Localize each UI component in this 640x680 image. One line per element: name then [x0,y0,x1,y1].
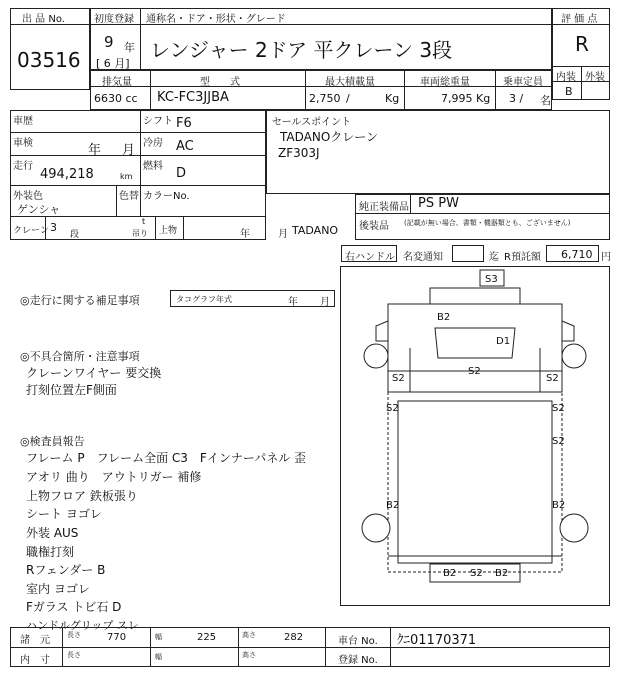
upper-maker: TADANO [292,224,339,237]
color-change-label: 色替 [119,191,139,202]
load-value: 2,750 [309,92,341,105]
crane-ton-unit: t [142,217,146,226]
in-length-label: 長さ [67,651,81,659]
inspection-label: 車検 [13,138,33,149]
inspector-line: 室内 ヨゴレ [26,582,90,596]
name-label: 通称名・ドア・形状・グレード [146,14,286,25]
divider [305,70,306,110]
load-kg: Kg [385,92,400,105]
in-height-label: 高さ [242,651,256,659]
ac-value: AC [176,139,194,154]
inspector-line: 外装 AUS [26,526,79,540]
damage-mark: B2 [386,500,400,511]
crane-stage-unit: 段 [70,230,80,240]
divider [62,627,63,667]
divider [10,132,266,133]
gross-value: 7,995 Kg [441,92,491,105]
in-width-label: 幅 [155,653,162,661]
damage-mark: S2 [546,373,559,384]
divider [140,110,141,216]
defects-heading: ◎不具合箇所・注意事項 [20,350,140,363]
divider [410,194,411,213]
color-value: ゲンシャ [17,203,61,216]
wheel-front-right [562,344,586,368]
inspector-line: フレーム P フレーム全面 C3 Fインナーパネル 歪 [26,451,307,465]
ac-label: 冷房 [143,138,163,149]
crane-label: クレーン [13,226,49,236]
vehicle-diagram [340,266,610,606]
divider [495,70,496,110]
deposit-label: R預託額 [504,252,541,263]
shift-value: F6 [176,116,192,131]
divider [155,216,156,240]
divider [116,185,117,216]
defect-line: クレーンワイヤー 要交換 [26,366,162,380]
exterior-grade-label: 外装 [585,72,605,83]
damage-mark: B2 [552,500,566,511]
type-value: KC-FC3JJBA [157,90,229,105]
color-label: 外装色 [13,191,43,202]
inspection-year: 年 [88,143,102,158]
aftermarket-label: 後装品 [359,221,389,232]
width-label: 幅 [155,633,162,641]
model-name: レンジャー 2ドア 平クレーン 3段 [150,38,453,62]
capacity-label: 乗車定員 [503,77,543,88]
inspector-line: Rフェンダー B [26,563,106,577]
mirror-left [376,321,388,341]
steering-value: 右ハンドル [345,252,395,263]
equipment-label: 純正装備品 [359,202,409,213]
crane-hang-unit: 吊り [132,229,148,238]
reg-month: [ 6 月] [96,57,130,70]
cab-roof [430,288,520,304]
sales-point-2: ZF303J [278,146,320,160]
inspection-month: 月 [122,143,136,158]
mileage-label: 走行 [13,161,33,172]
inspector-line: 職権打刻 [26,545,75,559]
tachograph-label: タコグラフ年式 [176,295,232,304]
name-change-label: 名変通知 [403,252,443,263]
damage-mark: S2 [392,373,405,384]
driving-heading: ◎走行に関する補足事項 [20,294,140,307]
damage-mark: S2 [386,403,399,414]
wheel-rear-right [560,514,588,542]
inspector-line: アオリ 曲り アウトリガー 補修 [26,470,202,484]
sales-point-label: セールスポイント [272,117,352,128]
wheel-rear-left [362,514,390,542]
displacement-label: 排気量 [102,77,132,88]
reg-year-unit: 年 [124,41,135,54]
displacement-value: 6630 cc [94,92,138,105]
name-change-box [452,245,484,262]
color-no-label: カラーNo. [143,191,190,202]
damage-mark: B2 [443,568,457,579]
lot-number: 03516 [17,48,81,72]
length-label: 長さ [67,631,81,639]
gross-label: 車両総重量 [420,77,470,88]
load-label: 最大積載量 [325,77,375,88]
defect-line: 打刻位置左F側面 [26,383,117,397]
sales-point-1: TADANOクレーン [280,130,379,144]
equipment-value: PS PW [418,196,459,211]
shift-label: シフト [143,116,173,127]
divider [355,213,610,214]
aftermarket-note: (記載が無い場合、書類・機器類とも、ございません) [404,219,571,227]
grade-value: R [575,32,589,56]
length-value: 770 [107,632,127,643]
damage-mark: S2 [552,403,565,414]
upper-month: 月 [278,229,288,240]
divider [404,70,405,110]
divider [581,66,582,100]
deposit-unit: 円 [601,252,611,263]
divider [10,155,266,156]
damage-mark: B2 [495,568,509,579]
capacity-unit: 名 [540,94,551,107]
chassis-value: ｸﾆ01170371 [397,633,477,648]
damage-mark: D1 [496,336,511,347]
deposit-value: 6,710 [561,248,593,261]
divider [90,86,552,87]
reg-year: 9 [104,33,114,51]
interior-grade-value: B [565,85,573,98]
registration-label: 登録 No. [338,655,378,666]
interior-dims-label: 内 寸 [20,655,50,666]
damage-mark: S2 [468,366,481,377]
chassis-label: 車台 No. [338,636,378,647]
damage-mark: S2 [552,436,565,447]
fuel-label: 燃料 [143,161,163,172]
crane-stage: 3 [50,221,57,234]
divider [150,627,151,667]
wheel-front-left [364,344,388,368]
divider [325,627,326,667]
bed-inner [398,401,552,563]
lot-label: 出 品 No. [22,14,65,25]
upper-year: 年 [240,229,250,240]
inspector-line: シート ヨゴレ [26,507,102,521]
divider [150,70,151,110]
mileage-unit: km [120,172,133,181]
inspector-line: ハンドルグリップ スレ [26,619,139,632]
damage-mark: S2 [470,568,483,579]
upper-label: 上物 [159,226,178,236]
fuel-value: D [176,166,187,181]
height-label: 高さ [242,631,256,639]
deadline-label: 迄 [489,252,499,263]
height-value: 282 [284,632,304,643]
load-slash: / [346,92,350,105]
capacity-value: 3 / [509,92,524,105]
tachograph-month: 月 [320,297,330,308]
divider [390,627,391,667]
inspector-line: Fガラス トビ石 D [26,600,122,614]
tachograph-year: 年 [288,297,298,308]
reg-label: 初度登録 [94,14,134,25]
inspector-line: 上物フロア 鉄板張り [26,489,138,503]
inspector-heading: ◎検査員報告 [20,435,85,448]
mirror-right [562,321,574,341]
bed-outline [388,392,562,572]
dims-label: 諸 元 [20,635,50,646]
type-label: 型 式 [200,77,240,88]
divider [140,8,141,70]
divider [10,647,610,648]
divider [183,216,184,240]
cab-outline [388,304,562,392]
history-label: 車歴 [13,116,33,127]
damage-mark: S3 [485,274,498,285]
grade-label: 評 価 点 [561,14,598,25]
mileage-value: 494,218 [40,167,94,182]
interior-grade-label: 内装 [556,72,576,83]
width-value: 225 [197,632,217,643]
divider [238,627,239,667]
damage-mark: B2 [437,312,451,323]
divider [10,185,266,186]
